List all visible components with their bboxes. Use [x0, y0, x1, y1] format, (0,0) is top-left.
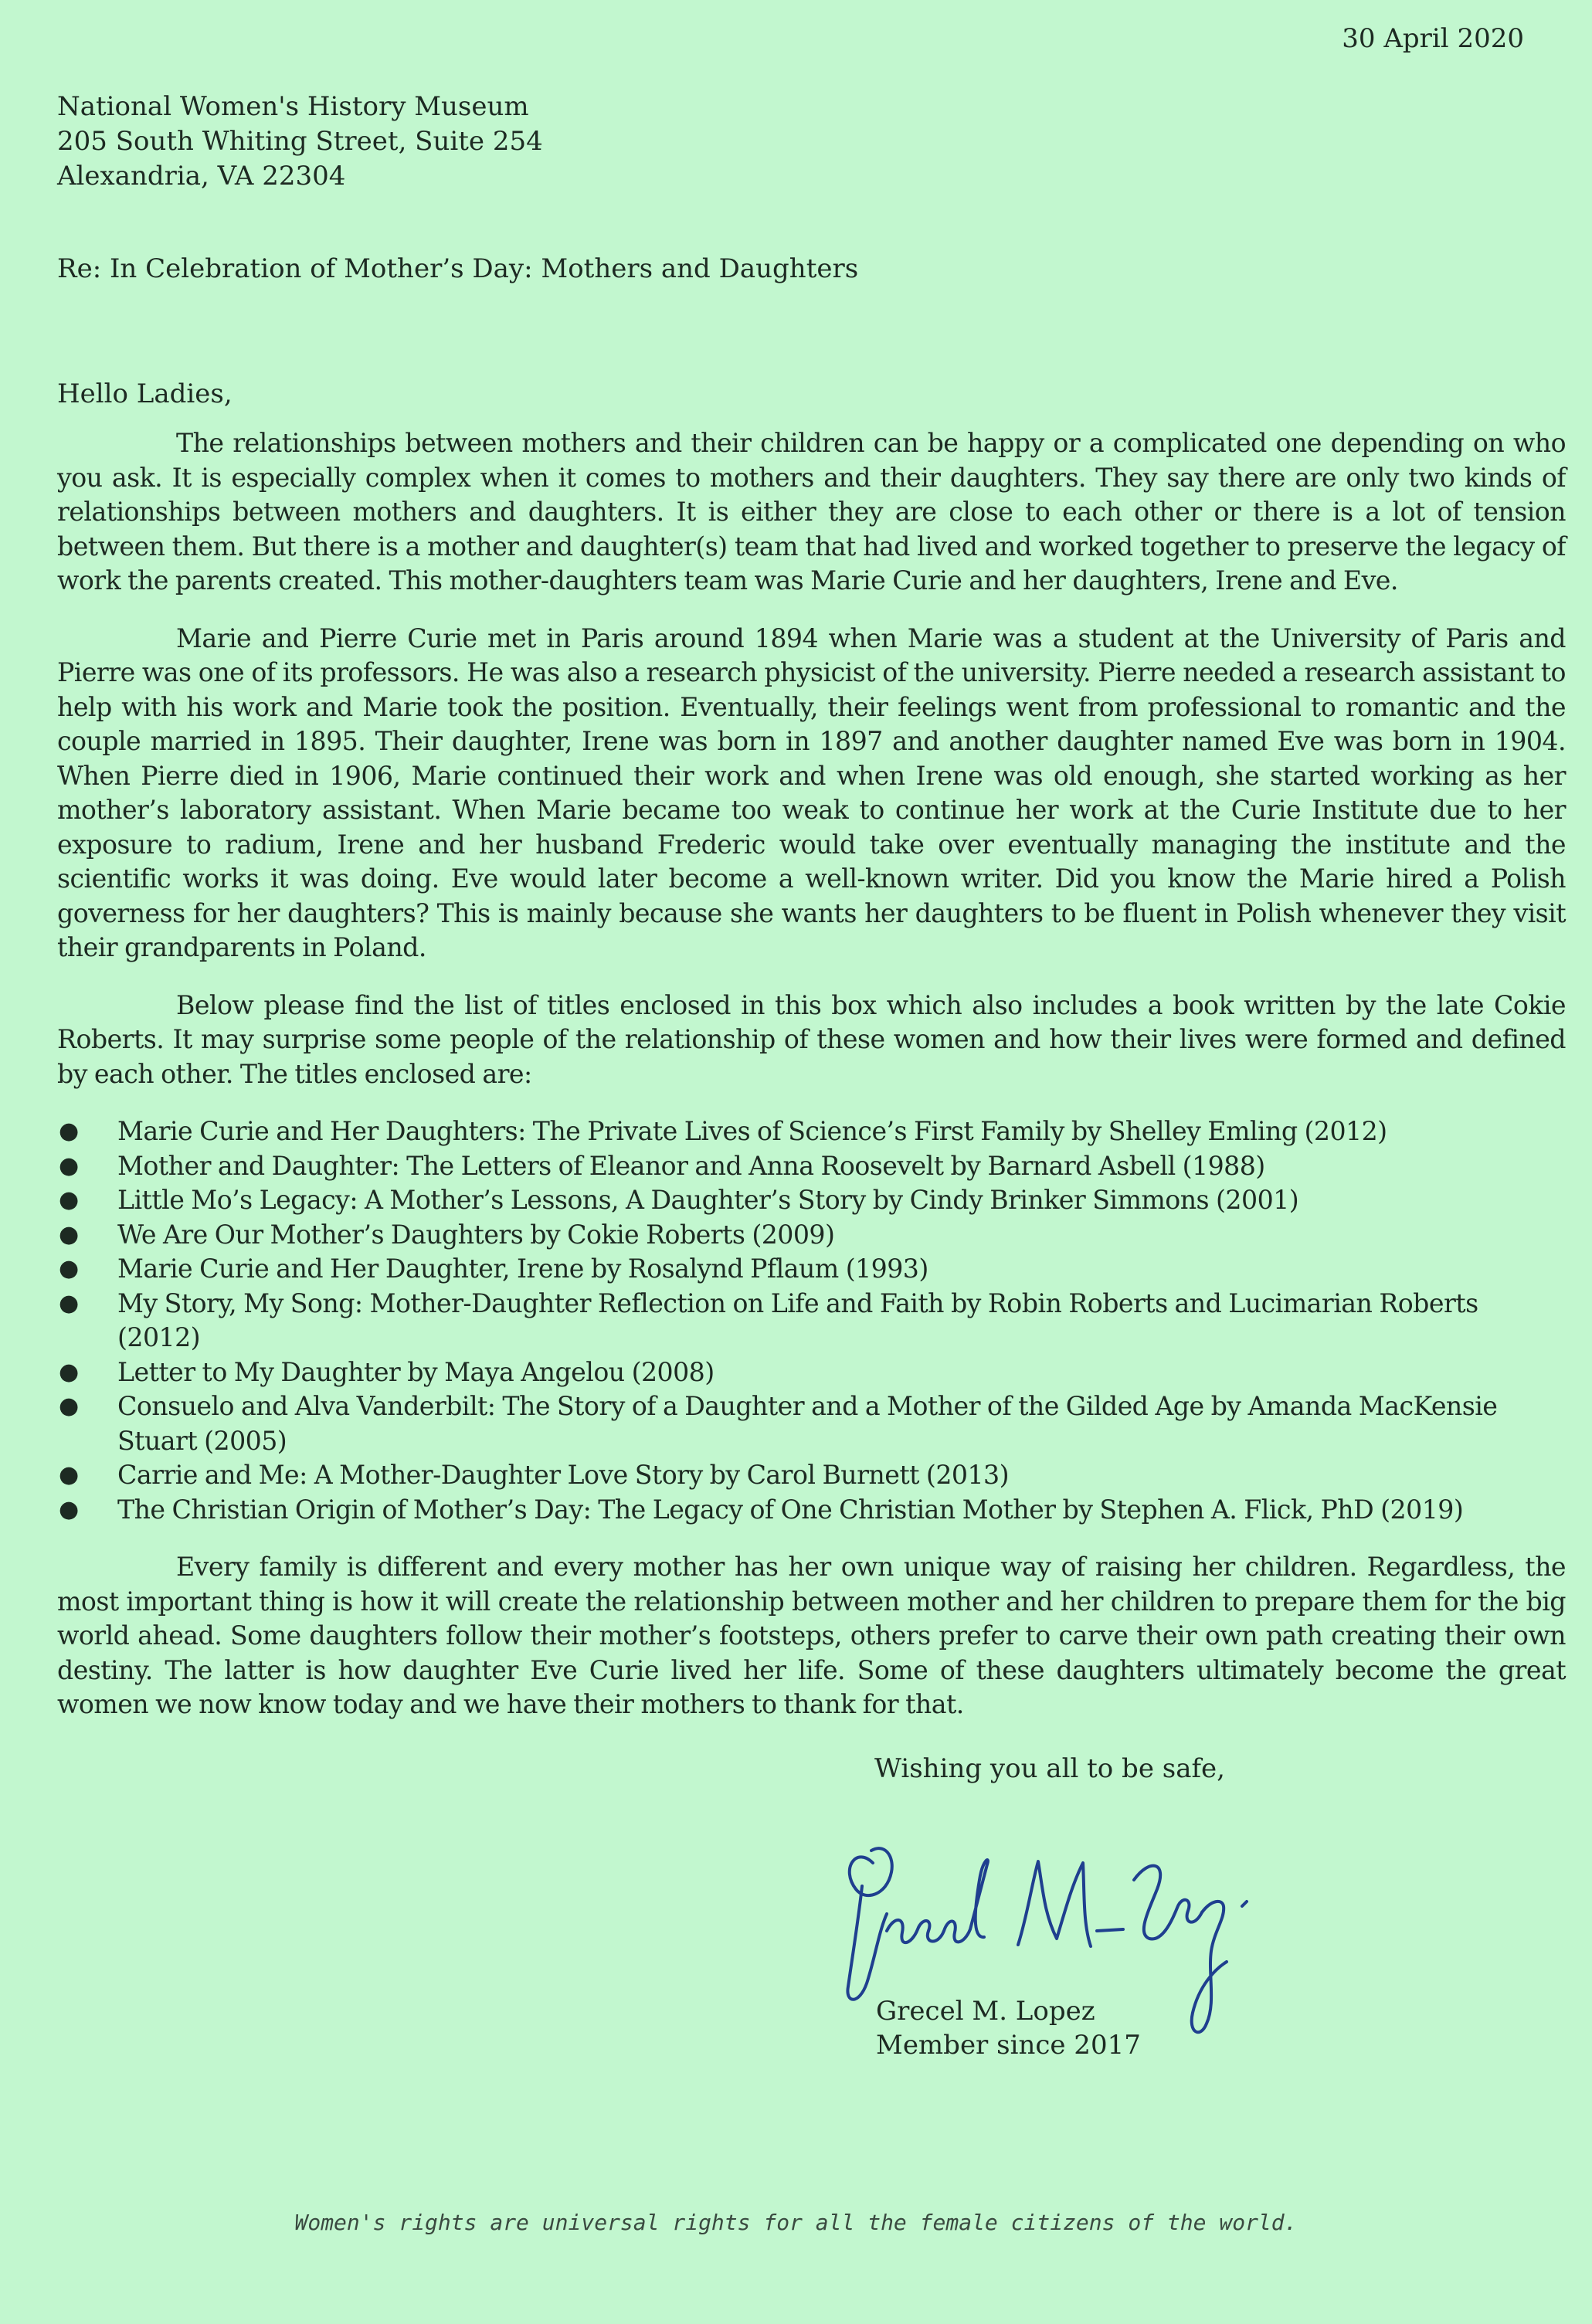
recipient-address [57, 90, 543, 194]
book-title: My Story, My Song: Mother-Daughter Reflection on Life and Faith by Robin Roberts and Lucimarian Roberts (2012) [117, 1288, 1478, 1352]
list-item [57, 1115, 1566, 1149]
bullet-icon: ● [59, 1152, 79, 1179]
closing-line: Wishing you all to be safe, [874, 1753, 1225, 1784]
letter-date: 30 April 2020 [1342, 23, 1524, 54]
member-since: Member since 2017 [876, 2030, 1141, 2061]
book-title: The Christian Origin of Mother’s Day: The Legacy of One Christian Mother by Stephen A. Flick, PhD (2019) [117, 1494, 1464, 1525]
bullet-icon: ● [59, 1289, 79, 1317]
book-list [57, 1115, 1566, 1527]
list-item [57, 1252, 1566, 1287]
bullet-icon: ● [59, 1255, 79, 1282]
paragraph: The relationships between mothers and their children can be happy or a complicated one depending on who you ask. It is especially complex when it comes to mothers and their daughters. They say there are only two kinds of relationships between mothers and daughters. It is either they are close to each other or there is a lot of tension between them. But there is a mother and daughter(s) team that had lived and worked together to preserve the legacy of work the parents created. This mother-daughters team was Marie Curie and her daughters, Irene and Eve. [57, 428, 1566, 595]
signature-stroke [850, 1848, 892, 1895]
bullet-icon: ● [59, 1393, 79, 1420]
recipient-street: 205 South Whiting Street, Suite 254 [57, 126, 543, 157]
list-item [57, 1218, 1566, 1253]
list-item [57, 1149, 1566, 1184]
bullet-icon: ● [59, 1186, 79, 1213]
paragraph: Marie and Pierre Curie met in Paris around 1894 when Marie was a student at the University of Paris and Pierre was one of its professors. He was also a research physicist of the university. Pierre needed a research assistant to help with his work and Marie took the position. Eventually, their feelings went from professional to romantic and the couple married in 1895. Their daughter, Irene was born in 1897 and another daughter named Eve was born in 1904. When Pierre died in 1906, Marie continued their work and when Irene was old enough, she started working as her mother’s laboratory assistant. When Marie became too weak to continue her work at the Curie Institute due to her exposure to radium, Irene and her husband Frederic would take over eventually managing the institute and the scientific works it was doing. Eve would later become a well-known writer. Did you know the Marie hired a Polish governess for her daughters? This is mainly because she wants her daughters to be fluent in Polish whenever they visit their grandparents in Poland. [57, 623, 1566, 962]
book-title: Letter to My Daughter by Maya Angelou (2008) [117, 1356, 715, 1387]
recipient-name: National Women's History Museum [57, 91, 529, 122]
greeting: Hello Ladies, [57, 378, 233, 409]
signature-stroke [1134, 1866, 1202, 1939]
signature-stroke [1097, 1929, 1123, 1931]
book-title: Mother and Daughter: The Letters of Eleanor and Anna Roosevelt by Barnard Asbell (1988) [117, 1150, 1265, 1181]
signature-stroke [847, 1886, 887, 2000]
book-title: We Are Our Mother’s Daughters by Cokie Roberts (2009) [117, 1219, 835, 1250]
list-item [57, 1493, 1566, 1528]
paragraph: Every family is different and every mother has her own unique way of raising her children. Regardless, the most important thing is how it will create the relationship between mother and her children to prepare them for the big world ahead. Some daughters follow their mother’s footsteps, others prefer to carve their own path creating their own destiny. The latter is how daughter Eve Curie lived her life. Some of these daughters ultimately become the great women we now know today and we have their mothers to thank for that. [57, 1552, 1566, 1719]
bullet-icon: ● [59, 1495, 79, 1523]
signature-stroke [1242, 1902, 1247, 1906]
list-item [57, 1183, 1566, 1218]
list-item [57, 1355, 1566, 1390]
signer-name: Grecel M. Lopez [876, 1996, 1095, 2027]
footer-motto: Women's rights are universal rights for all the female citizens of the world. [294, 2210, 1298, 2235]
bullet-icon: ● [59, 1358, 79, 1386]
signature-stroke [887, 1860, 988, 1942]
book-title: Marie Curie and Her Daughters: The Private Lives of Science’s First Family by Shelley Emling (2012) [117, 1116, 1387, 1146]
list-item [57, 1287, 1566, 1355]
paragraph: Below please find the list of titles enclosed in this box which also includes a book written by the late Cokie Roberts. It may surprise some people of the relationship of these women and how their lives were formed and defined by each other. The titles enclosed are: [57, 989, 1566, 1089]
recipient-city: Alexandria, VA 22304 [57, 161, 346, 192]
bullet-icon: ● [59, 1118, 79, 1145]
bullet-icon: ● [59, 1461, 79, 1488]
book-title: Little Mo’s Legacy: A Mother’s Lessons, A Daughter’s Story by Cindy Brinker Simmons (2001) [117, 1185, 1299, 1215]
bullet-icon: ● [59, 1220, 79, 1248]
book-title: Marie Curie and Her Daughter, Irene by Rosalynd Pflaum (1993) [117, 1254, 928, 1284]
book-title: Consuelo and Alva Vanderbilt: The Story of a Daughter and a Mother of the Gilded Age by Amanda MacKensie Stuart (2005) [117, 1391, 1498, 1456]
subject-line: Re: In Celebration of Mother’s Day: Mothers and Daughters [57, 253, 859, 284]
list-item [57, 1389, 1566, 1458]
book-title: Carrie and Me: A Mother-Daughter Love Story by Carol Burnett (2013) [117, 1460, 1009, 1490]
list-item [57, 1458, 1566, 1493]
signer-block [876, 1994, 1141, 2062]
signature-stroke [1018, 1861, 1091, 1946]
letter-body [57, 426, 1566, 1746]
